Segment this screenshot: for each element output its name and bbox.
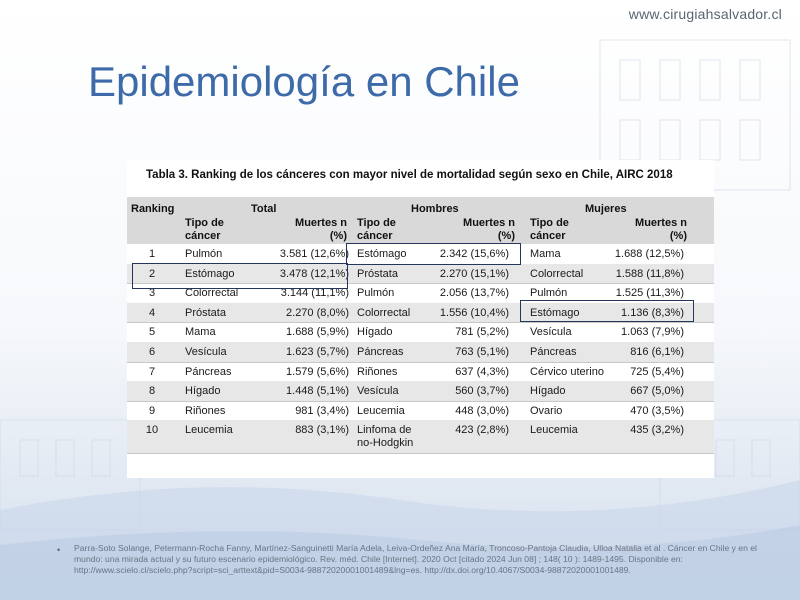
men-deaths-cell: 763 (5,1%) — [455, 346, 509, 358]
men-deaths-cell: 2.056 (13,7%) — [439, 287, 509, 300]
col-header-deaths-mujeres: Muertes n (%) — [635, 217, 687, 242]
col-header-type-hombres: Tipo de cáncer — [357, 217, 396, 242]
men-type-cell: Linfoma de no-Hodgkin — [357, 424, 414, 450]
total-type-cell: Riñones — [185, 404, 226, 417]
page-title: Epidemiología en Chile — [88, 58, 520, 105]
women-type-cell: Ovario — [530, 404, 563, 417]
total-deaths-cell: 2.270 (8,0%) — [286, 306, 349, 319]
col-header-type-mujeres: Tipo de cáncer — [530, 217, 569, 242]
total-deaths-cell: 3.478 (12,1%) — [279, 267, 349, 280]
total-deaths-cell: 3.144 (11,1%) — [280, 287, 349, 300]
rank-cell: 8 — [148, 385, 156, 398]
men-type-cell: Hígado — [357, 326, 393, 339]
table-row — [127, 342, 714, 363]
women-deaths-cell: 470 (3,5%) — [630, 404, 684, 417]
men-deaths-cell: 781 (5,2%) — [455, 326, 509, 339]
reference-bullet: • — [57, 545, 61, 555]
total-type-cell: Próstata — [185, 306, 226, 319]
total-type-cell: Estómago — [185, 267, 235, 280]
men-type-cell: Páncreas — [357, 346, 404, 358]
women-deaths-cell: 725 (5,4%) — [630, 365, 684, 378]
highlight-box-women-stomach — [520, 300, 694, 322]
women-type-cell: Mama — [530, 248, 561, 260]
mortality-ranking-table — [127, 160, 714, 478]
men-deaths-cell: 448 (3,0%) — [455, 404, 509, 417]
total-deaths-cell: 1.448 (5,1%) — [286, 385, 349, 398]
women-deaths-cell: 1.136 (8,3%) — [621, 306, 684, 319]
men-type-cell: Vesícula — [357, 385, 399, 398]
site-url: www.cirugiahsalvador.cl — [628, 6, 782, 22]
rank-cell: 1 — [148, 248, 156, 260]
men-type-cell: Estómago — [357, 248, 407, 260]
table-caption: Tabla 3. Ranking de los cánceres con mayor nivel de mortalidad según sexo en Chile, AIRC 2018 — [146, 169, 673, 181]
men-type-cell: Leucemia — [357, 404, 405, 417]
men-type-cell: Colorrectal — [357, 306, 411, 319]
women-type-cell: Estómago — [530, 306, 580, 319]
rank-cell: 7 — [148, 365, 156, 378]
total-type-cell: Pulmón — [185, 248, 223, 260]
total-type-cell: Colorrectal — [185, 287, 239, 300]
highlight-box-men-stomach — [346, 243, 521, 265]
women-deaths-cell: 1.588 (11,8%) — [615, 267, 684, 280]
rank-cell: 6 — [148, 346, 156, 358]
reference-citation: Parra-Soto Solange, Petermann-Rocha Fanny, Martínez-Sanguinetti María Adela, Leiva-Ordeñez Ana María, Troncoso-Pantoja Claudia, Ulloa Natalia et al . Cáncer en Chile y en el mundo: una mirada actual y su futuro escenario epidemiológico. Rev. méd. Chile [Internet]. 2020 Oct [citado 2024 Jun 08] ; 148( 10 ): 1489-1495. Disponible en: http://www.scielo.cl/scielo.php?script=sci_arttext&pid=S0034-98872020001001489&lng=es. http://dx.doi.org/10.4067/S0034-98872020001001489. — [74, 543, 757, 576]
women-type-cell: Páncreas — [530, 346, 577, 358]
total-deaths-cell: 883 (3,1%) — [295, 424, 349, 437]
women-type-cell: Leucemia — [530, 424, 578, 437]
total-type-cell: Páncreas — [185, 365, 232, 378]
col-header-type-total: Tipo de cáncer — [185, 217, 224, 242]
rank-cell: 3 — [148, 287, 156, 300]
total-type-cell: Hígado — [185, 385, 221, 398]
total-deaths-cell: 981 (3,4%) — [295, 404, 349, 417]
total-type-cell: Leucemia — [185, 424, 233, 437]
women-deaths-cell: 1.688 (12,5%) — [614, 248, 684, 260]
men-deaths-cell: 2.342 (15,6%) — [439, 248, 509, 260]
men-deaths-cell: 2.270 (15,1%) — [439, 267, 509, 280]
women-type-cell: Cérvico uterino — [530, 365, 604, 378]
table-header — [127, 197, 714, 244]
rank-cell: 9 — [148, 404, 156, 417]
men-type-cell: Pulmón — [357, 287, 395, 300]
total-deaths-cell: 1.579 (5,6%) — [286, 365, 349, 378]
men-deaths-cell: 1.556 (10,4%) — [439, 306, 509, 319]
men-deaths-cell: 423 (2,8%) — [455, 424, 509, 437]
women-deaths-cell: 435 (3,2%) — [630, 424, 684, 437]
rank-cell: 5 — [148, 326, 156, 339]
table-row — [127, 381, 714, 402]
women-deaths-cell: 816 (6,1%) — [630, 346, 684, 358]
rank-cell: 10 — [145, 424, 159, 437]
women-type-cell: Hígado — [530, 385, 566, 398]
total-deaths-cell: 1.623 (5,7%) — [286, 346, 349, 358]
women-deaths-cell: 1.525 (11,3%) — [615, 287, 684, 300]
total-deaths-cell: 1.688 (5,9%) — [286, 326, 349, 339]
total-type-cell: Mama — [185, 326, 216, 339]
table-row — [127, 420, 714, 454]
men-type-cell: Próstata — [357, 267, 398, 280]
rank-cell: 4 — [148, 306, 156, 319]
rank-cell: 2 — [148, 267, 156, 280]
women-type-cell: Colorrectal — [530, 267, 584, 280]
group-header-total: Total — [251, 203, 277, 215]
women-type-cell: Pulmón — [530, 287, 568, 300]
col-header-deaths-total: Muertes n (%) — [295, 217, 347, 242]
men-deaths-cell: 560 (3,7%) — [455, 385, 509, 398]
highlight-box-total-stomach — [132, 263, 348, 289]
men-type-cell: Riñones — [357, 365, 398, 378]
col-header-deaths-hombres: Muertes n (%) — [463, 217, 515, 242]
ranking-header: Ranking — [131, 203, 175, 215]
women-deaths-cell: 1.063 (7,9%) — [621, 326, 684, 339]
table-row — [127, 362, 714, 383]
total-type-cell: Vesícula — [185, 346, 227, 358]
total-deaths-cell: 3.581 (12,6%) — [279, 248, 349, 260]
group-header-hombres: Hombres — [411, 203, 459, 215]
women-type-cell: Vesícula — [530, 326, 572, 339]
table-row — [127, 322, 714, 343]
men-deaths-cell: 637 (4,3%) — [455, 365, 509, 378]
table-row — [127, 401, 714, 422]
group-header-mujeres: Mujeres — [585, 203, 627, 215]
women-deaths-cell: 667 (5,0%) — [630, 385, 684, 398]
